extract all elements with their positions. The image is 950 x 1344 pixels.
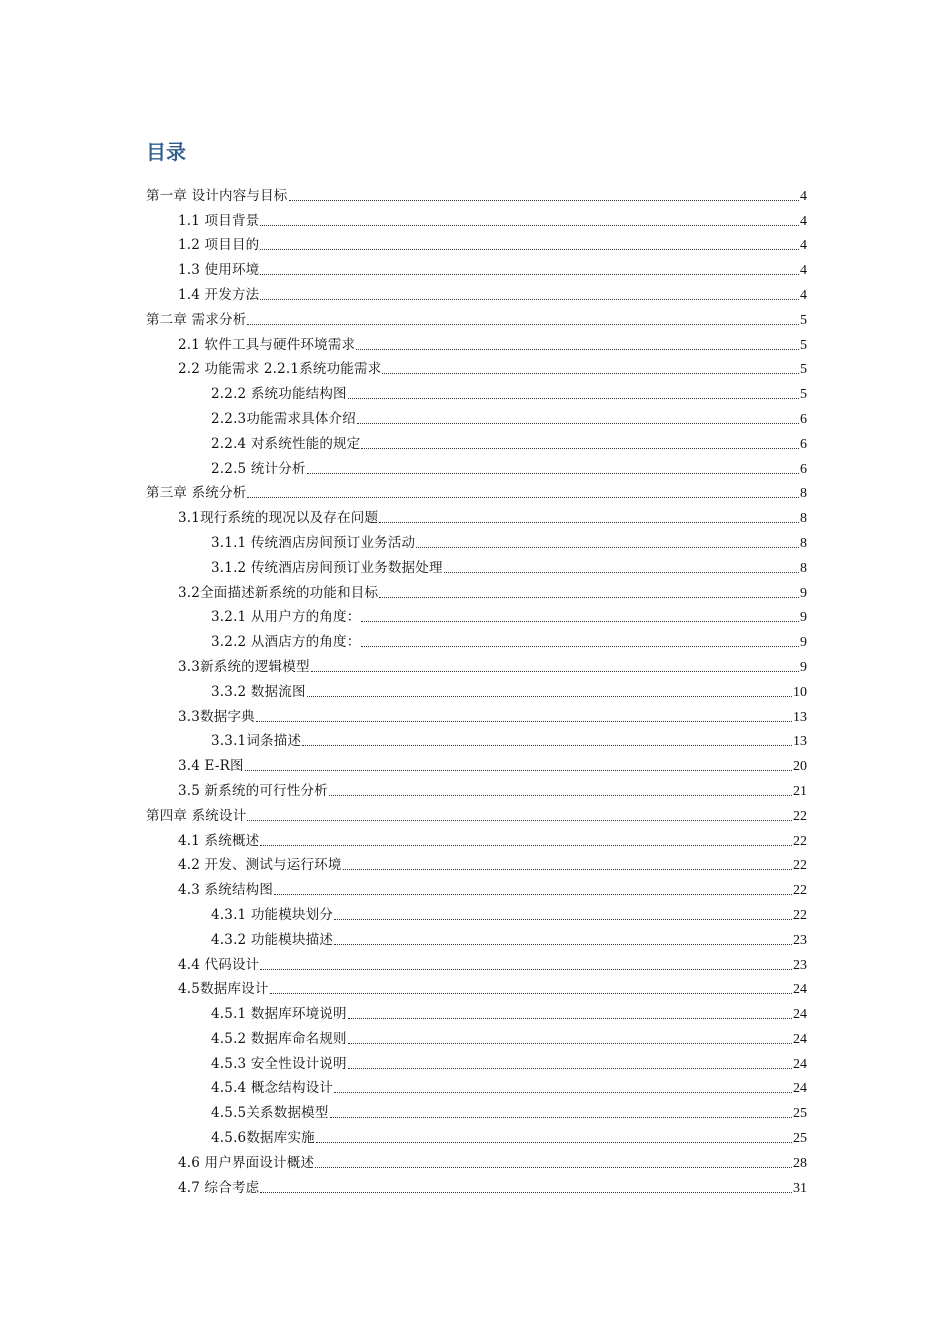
toc-entry-title: 1.3 使用环境	[178, 262, 260, 279]
dot-leader	[260, 249, 799, 250]
toc-entry-page-number: 23	[793, 932, 807, 948]
dot-leader	[379, 597, 799, 598]
toc-entry-title: 3.2全面描述新系统的功能和目标	[178, 584, 379, 601]
dot-leader	[307, 473, 799, 474]
toc-entry-page-number: 9	[800, 585, 807, 601]
toc-entry[interactable]	[146, 626, 807, 651]
dot-leader	[260, 299, 799, 300]
toc-entry[interactable]	[146, 552, 807, 577]
dot-leader	[379, 522, 799, 523]
dot-leader	[256, 721, 792, 722]
toc-entry[interactable]	[146, 825, 807, 850]
toc-entry-page-number: 5	[800, 337, 807, 353]
toc-entry-page-number: 22	[793, 883, 807, 899]
toc-entry[interactable]	[146, 230, 807, 255]
toc-entry[interactable]	[146, 726, 807, 751]
toc-entry[interactable]	[146, 1122, 807, 1147]
toc-entry[interactable]	[146, 874, 807, 899]
toc-entry[interactable]	[146, 998, 807, 1023]
toc-entry[interactable]	[146, 378, 807, 403]
toc-entry-title: 4.2 开发、测试与运行环境	[178, 857, 342, 874]
dot-leader	[307, 696, 792, 697]
toc-entry-title: 3.5 新系统的可行性分析	[178, 782, 328, 799]
dot-leader	[361, 646, 799, 647]
toc-entry[interactable]	[146, 750, 807, 775]
dot-leader	[348, 1043, 792, 1044]
toc-entry-title: 4.5.3 安全性设计说明	[211, 1055, 347, 1072]
dot-leader	[334, 944, 792, 945]
toc-entry-title: 4.5.5关系数据模型	[211, 1105, 329, 1122]
toc-entry-page-number: 24	[793, 1081, 807, 1097]
toc-entry-title: 2.1 软件工具与硬件环境需求	[178, 336, 356, 353]
dot-leader	[343, 869, 792, 870]
toc-entry-title: 4.5.6数据库实施	[211, 1130, 315, 1147]
dot-leader	[316, 1142, 792, 1143]
dot-leader	[302, 745, 792, 746]
toc-entry-page-number: 24	[793, 1007, 807, 1023]
toc-entry-title: 3.4 E-R图	[178, 758, 244, 775]
toc-entry-title: 4.6 用户界面设计概述	[178, 1154, 315, 1171]
dot-leader	[245, 770, 792, 771]
dot-leader	[348, 1018, 792, 1019]
toc-entry-title: 第三章 系统分析	[146, 485, 247, 502]
dot-leader	[356, 349, 799, 350]
dot-leader	[329, 795, 792, 796]
toc-entry-title: 2.2.2 系统功能结构图	[211, 386, 347, 403]
dot-leader	[444, 572, 799, 573]
toc-entry-page-number: 24	[793, 982, 807, 998]
toc-entry-page-number: 23	[793, 957, 807, 973]
dot-leader	[260, 225, 799, 226]
toc-entry-title: 3.1.2 传统酒店房间预订业务数据处理	[211, 559, 443, 576]
toc-entry-title: 4.1 系统概述	[178, 832, 260, 849]
toc-entry-title: 4.5.1 数据库环境说明	[211, 1006, 347, 1023]
toc-entry-page-number: 6	[800, 411, 807, 427]
toc-entry-title: 3.3.1词条描述	[211, 733, 302, 750]
toc-entry[interactable]	[146, 602, 807, 627]
toc-entry-title: 1.1 项目背景	[178, 212, 260, 229]
toc-entry-page-number: 22	[793, 858, 807, 874]
toc-entry[interactable]	[146, 701, 807, 726]
dot-leader	[361, 621, 799, 622]
toc-entry[interactable]	[146, 205, 807, 230]
toc-entry-title: 3.1.1 传统酒店房间预订业务活动	[211, 534, 416, 551]
toc-entry[interactable]	[146, 949, 807, 974]
toc-entry-page-number: 13	[793, 734, 807, 750]
toc-entry-page-number: 24	[793, 1031, 807, 1047]
toc-entry-title: 3.2.1 从用户方的角度：	[211, 609, 361, 626]
toc-entry[interactable]	[146, 254, 807, 279]
toc-entry[interactable]	[146, 428, 807, 453]
toc-entry-title: 2.2.3功能需求具体介绍	[211, 410, 356, 427]
toc-entry-page-number: 9	[800, 635, 807, 651]
toc-entry-title: 2.2.4 对系统性能的规定	[211, 435, 361, 452]
toc-entry-page-number: 4	[800, 287, 807, 303]
toc-entry[interactable]	[146, 403, 807, 428]
dot-leader	[330, 1117, 792, 1118]
dot-leader	[247, 820, 792, 821]
dot-leader	[260, 969, 792, 970]
toc-entry-page-number: 4	[800, 188, 807, 204]
toc-entry-page-number: 21	[793, 783, 807, 799]
dot-leader	[348, 398, 799, 399]
toc-entry[interactable]	[146, 329, 807, 354]
toc-entry[interactable]	[146, 1097, 807, 1122]
toc-entry-title: 4.4 代码设计	[178, 956, 260, 973]
dot-leader	[270, 993, 792, 994]
toc-entry-page-number: 10	[793, 684, 807, 700]
toc-entry-title: 3.2.2 从酒店方的角度：	[211, 634, 361, 651]
toc-entry[interactable]	[146, 502, 807, 527]
toc-entry[interactable]	[146, 577, 807, 602]
toc-entry-title: 4.5.2 数据库命名规则	[211, 1030, 347, 1047]
toc-entry-page-number: 13	[793, 709, 807, 725]
toc-entry[interactable]	[146, 527, 807, 552]
toc-entry-page-number: 8	[800, 560, 807, 576]
toc-entry-page-number: 8	[800, 511, 807, 527]
toc-entry-page-number: 5	[800, 312, 807, 328]
toc-entry-title: 第四章 系统设计	[146, 807, 247, 824]
toc-entry-title: 4.5.4 概念结构设计	[211, 1080, 334, 1097]
toc-entry-title: 3.3.2 数据流图	[211, 683, 306, 700]
dot-leader	[247, 324, 799, 325]
toc-entry-title: 1.4 开发方法	[178, 286, 260, 303]
toc-entry[interactable]	[146, 676, 807, 701]
toc-entry[interactable]	[146, 899, 807, 924]
toc-entry-page-number: 25	[793, 1106, 807, 1122]
toc-entry[interactable]	[146, 304, 807, 329]
toc-entry-title: 4.3.1 功能模块划分	[211, 906, 334, 923]
dot-leader	[260, 845, 792, 846]
toc-entry-title: 3.3数据字典	[178, 708, 255, 725]
dot-leader	[247, 497, 799, 498]
toc-entry[interactable]	[146, 1073, 807, 1098]
dot-leader	[334, 919, 792, 920]
toc-entry-title: 4.5数据库设计	[178, 981, 269, 998]
dot-leader	[334, 1092, 792, 1093]
toc-entry-page-number: 9	[800, 610, 807, 626]
toc-entry-page-number: 4	[800, 263, 807, 279]
toc-entry[interactable]	[146, 279, 807, 304]
toc-entry-title: 2.2.5 统计分析	[211, 460, 306, 477]
dot-leader	[260, 274, 799, 275]
toc-entry-page-number: 8	[800, 486, 807, 502]
toc-entry-page-number: 4	[800, 238, 807, 254]
toc-entry[interactable]	[146, 974, 807, 999]
toc-entry[interactable]	[146, 180, 807, 205]
toc-entry[interactable]	[146, 354, 807, 379]
toc-entry[interactable]	[146, 775, 807, 800]
toc-entry-page-number: 9	[800, 659, 807, 675]
toc-entry[interactable]	[146, 1023, 807, 1048]
toc-entry-page-number: 28	[793, 1155, 807, 1171]
toc-entry-page-number: 6	[800, 436, 807, 452]
toc-entry-page-number: 31	[793, 1180, 807, 1196]
dot-leader	[382, 373, 799, 374]
toc-entry[interactable]	[146, 1048, 807, 1073]
dot-leader	[315, 1167, 792, 1168]
toc-entry-title: 第二章 需求分析	[146, 311, 247, 328]
toc-entry-page-number: 22	[793, 808, 807, 824]
dot-leader	[311, 671, 799, 672]
toc-entry-page-number: 20	[793, 759, 807, 775]
toc-entry[interactable]	[146, 478, 807, 503]
toc-entry-page-number: 5	[800, 387, 807, 403]
toc-entry-title: 4.3 系统结构图	[178, 882, 274, 899]
toc-entry[interactable]	[146, 1147, 807, 1172]
toc-entry-page-number: 4	[800, 213, 807, 229]
toc-entry-title: 4.7 综合考虑	[178, 1179, 260, 1196]
toc-entry-title: 2.2 功能需求 2.2.1系统功能需求	[178, 361, 382, 378]
toc-entry[interactable]	[146, 453, 807, 478]
dot-leader	[348, 1068, 792, 1069]
toc-entry-page-number: 8	[800, 535, 807, 551]
dot-leader	[357, 423, 799, 424]
toc-entry[interactable]	[146, 1172, 807, 1197]
toc-entry[interactable]	[146, 924, 807, 949]
toc-entry-title: 3.3新系统的逻辑模型	[178, 658, 310, 675]
toc-list	[146, 180, 807, 1197]
toc-entry-page-number: 5	[800, 362, 807, 378]
toc-entry-title: 第一章 设计内容与目标	[146, 187, 288, 204]
dot-leader	[289, 200, 800, 201]
dot-leader	[274, 894, 792, 895]
toc-entry-page-number: 22	[793, 833, 807, 849]
toc-entry[interactable]	[146, 651, 807, 676]
toc-entry[interactable]	[146, 800, 807, 825]
toc-entry-page-number: 6	[800, 461, 807, 477]
toc-title: 目录	[146, 140, 186, 164]
dot-leader	[361, 448, 799, 449]
toc-entry-page-number: 25	[793, 1131, 807, 1147]
toc-entry[interactable]	[146, 850, 807, 875]
toc-entry-title: 4.3.2 功能模块描述	[211, 931, 334, 948]
toc-entry-page-number: 22	[793, 907, 807, 923]
toc-entry-page-number: 24	[793, 1056, 807, 1072]
toc-entry-title: 1.2 项目目的	[178, 237, 260, 254]
dot-leader	[260, 1192, 792, 1193]
toc-entry-title: 3.1现行系统的现况以及存在问题	[178, 510, 379, 527]
dot-leader	[416, 547, 799, 548]
